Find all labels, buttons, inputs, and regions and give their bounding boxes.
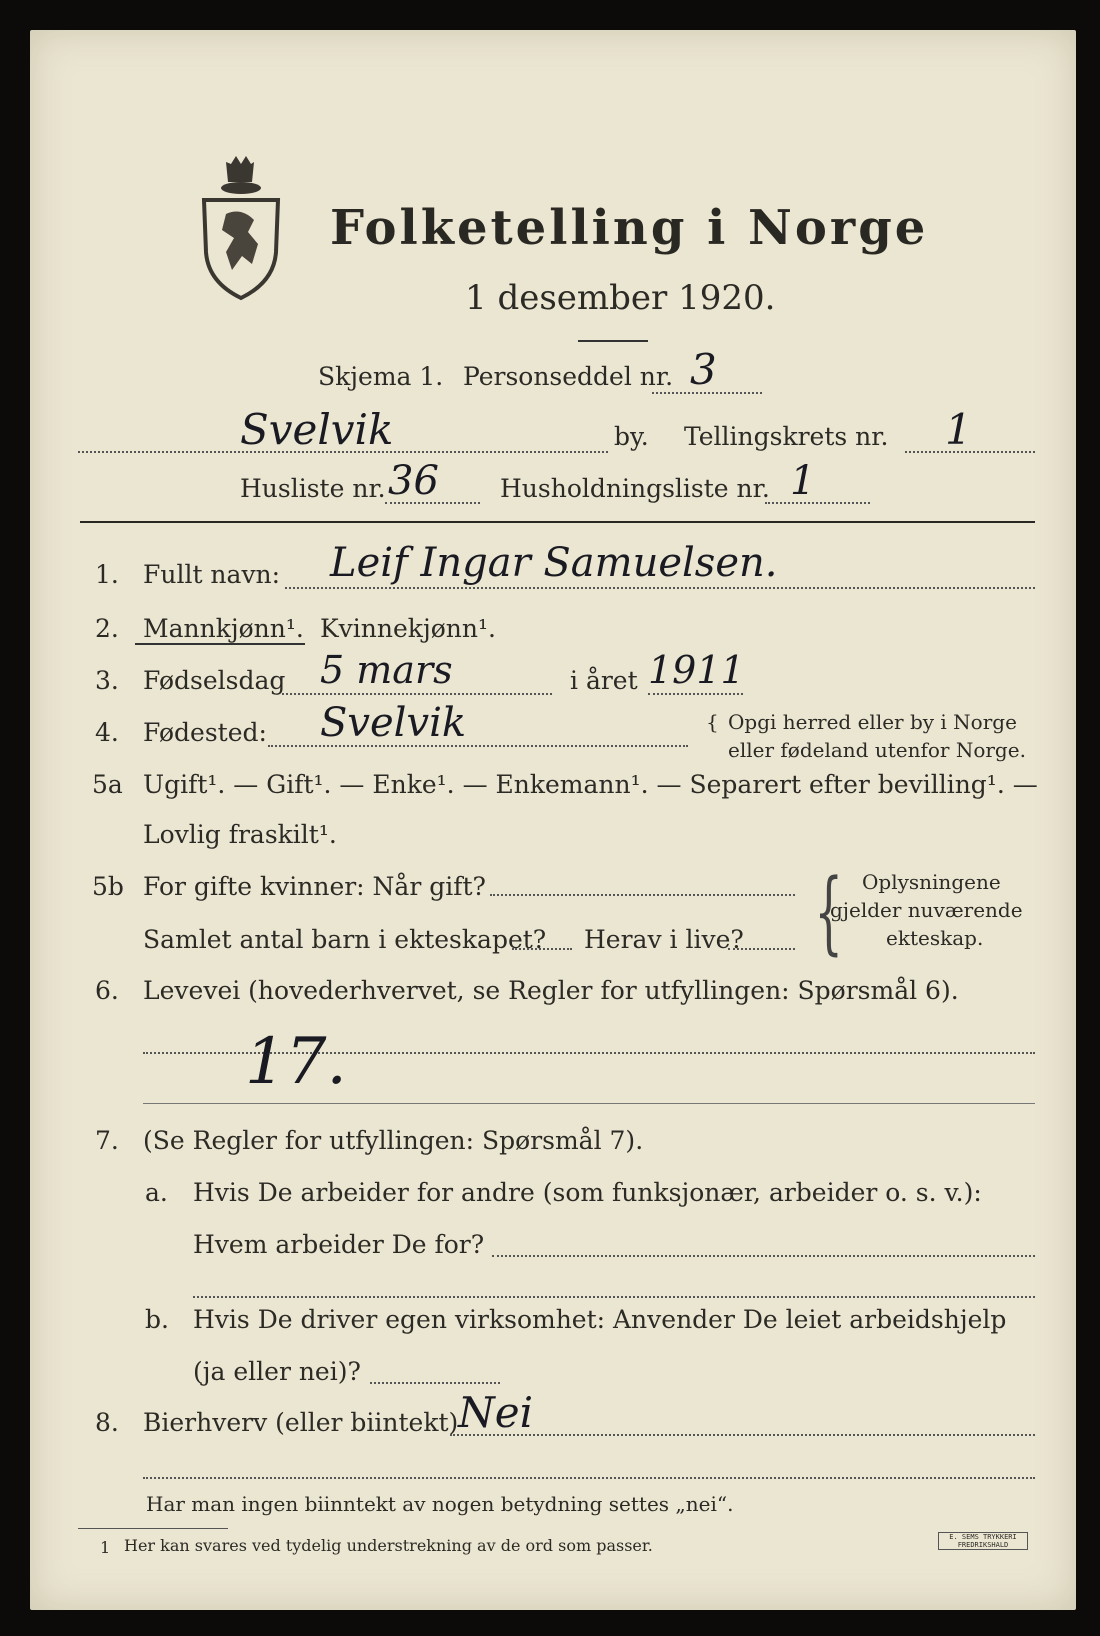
- tellingskrets-label: Tellingskrets nr.: [684, 422, 889, 451]
- full-name-value[interactable]: Leif Ingar Samuelsen.: [330, 540, 778, 586]
- occupation-value[interactable]: 17.: [245, 1025, 347, 1099]
- skjema-label: Skjema 1.: [318, 362, 444, 391]
- birth-year-value[interactable]: 1911: [648, 648, 745, 692]
- marital-status-options[interactable]: Ugift¹. — Gift¹. — Enke¹. — Enkemann¹. — Separert efter bevilling¹. —: [143, 770, 1038, 799]
- tellingskrets-value[interactable]: 1: [945, 405, 972, 454]
- male-option[interactable]: Mannkjønn¹.: [143, 614, 304, 643]
- printer-stamp: E. SEMS TRYKKERI FREDRIKSHALD: [938, 1532, 1028, 1550]
- q7b-line1: Hvis De driver egen virksomhet: Anvender De leiet arbeidshjelp: [193, 1305, 1007, 1334]
- q6-number: 6.: [95, 976, 119, 1005]
- side-income-value[interactable]: Nei: [458, 1388, 534, 1437]
- census-date: 1 desember 1920.: [465, 278, 776, 318]
- marriage-note-line2: gjelder nuværende: [830, 898, 1023, 922]
- married-women-label: For gifte kvinner: Når gift?: [143, 872, 486, 901]
- hired-help-line: [370, 1382, 500, 1384]
- q7a-line1: Hvis De arbeider for andre (som funksjonær, arbeider o. s. v.):: [193, 1178, 982, 1207]
- children-alive-label: Herav i live?: [584, 925, 744, 954]
- q1-label: Fullt navn:: [143, 560, 281, 589]
- children-count-label: Samlet antal barn i ekteskapet?: [143, 925, 547, 954]
- side-income-line-1: [450, 1434, 1035, 1436]
- q1-number: 1.: [95, 560, 119, 589]
- year-line: [648, 693, 743, 695]
- husholdningsliste-value[interactable]: 1: [790, 458, 816, 504]
- footnote-marker: 1: [100, 1538, 111, 1557]
- birthplace-note-line1: Opgi herred eller by i Norge: [728, 710, 1017, 734]
- personseddel-value[interactable]: 3: [690, 345, 717, 394]
- children-alive-line: [728, 948, 795, 950]
- q8-number: 8.: [95, 1408, 119, 1437]
- title-divider: [578, 340, 648, 342]
- q7a-marker: a.: [145, 1178, 168, 1207]
- q7b-marker: b.: [145, 1305, 169, 1334]
- q5a-number: 5a: [92, 770, 123, 799]
- footnote-text: Her kan svares ved tydelig understrekning av de ord som passer.: [124, 1536, 653, 1555]
- female-option[interactable]: Kvinnekjønn¹.: [320, 614, 496, 643]
- marriage-brace: {: [814, 860, 843, 965]
- male-underline-mark: [135, 643, 305, 645]
- q1-line: [285, 587, 1035, 589]
- q4-number: 4.: [95, 718, 119, 747]
- page-title: Folketelling i Norge: [330, 200, 929, 256]
- q5b-number: 5b: [92, 872, 124, 901]
- marriage-note-line3: ekteskap.: [886, 926, 984, 950]
- occupation-line-2: [143, 1103, 1035, 1104]
- q7-number: 7.: [95, 1126, 119, 1155]
- side-income-note: Har man ingen biinntekt av nogen betydning settes „nei“.: [146, 1492, 734, 1516]
- birthday-value[interactable]: 5 mars: [320, 648, 453, 692]
- q8-label: Bierhverv (eller biintekt): [143, 1408, 459, 1437]
- birthplace-value[interactable]: Svelvik: [320, 700, 467, 746]
- q6-label: Levevei (hovederhvervet, se Regler for utfyllingen: Spørsmål 6).: [143, 976, 959, 1005]
- q7-label: (Se Regler for utfyllingen: Spørsmål 7).: [143, 1126, 644, 1155]
- children-count-line: [512, 948, 572, 950]
- city-value[interactable]: Svelvik: [240, 405, 394, 454]
- marital-status-divorced[interactable]: Lovlig fraskilt¹.: [143, 820, 337, 849]
- birthplace-note-line2: eller fødeland utenfor Norge.: [728, 738, 1026, 762]
- q7a-line2: Hvem arbeider De for?: [193, 1230, 485, 1259]
- q2-number: 2.: [95, 614, 119, 643]
- husholdningsliste-line: [765, 502, 870, 504]
- side-income-line-2: [143, 1477, 1035, 1479]
- year-label: i året: [570, 666, 638, 695]
- q3-label: Fødselsdag: [143, 666, 286, 695]
- q4-label: Fødested:: [143, 718, 267, 747]
- employer-line-1: [492, 1255, 1035, 1257]
- husliste-label: Husliste nr.: [240, 474, 386, 503]
- by-label: by.: [614, 422, 649, 451]
- marriage-note-line1: Oplysningene: [862, 870, 1001, 894]
- married-date-line: [490, 894, 795, 896]
- husholdningsliste-label: Husholdningsliste nr.: [500, 474, 770, 503]
- q3-number: 3.: [95, 666, 119, 695]
- birthday-line: [282, 693, 552, 695]
- personseddel-label: Personseddel nr.: [463, 362, 674, 391]
- header-rule: [80, 521, 1035, 523]
- husliste-value[interactable]: 36: [388, 458, 439, 504]
- footnote-rule: [78, 1528, 228, 1529]
- employer-line-2: [193, 1296, 1035, 1298]
- norwegian-coat-of-arms-icon: [196, 152, 286, 302]
- q7b-line2: (ja eller nei)?: [193, 1357, 361, 1386]
- birthplace-brace: {: [706, 710, 719, 734]
